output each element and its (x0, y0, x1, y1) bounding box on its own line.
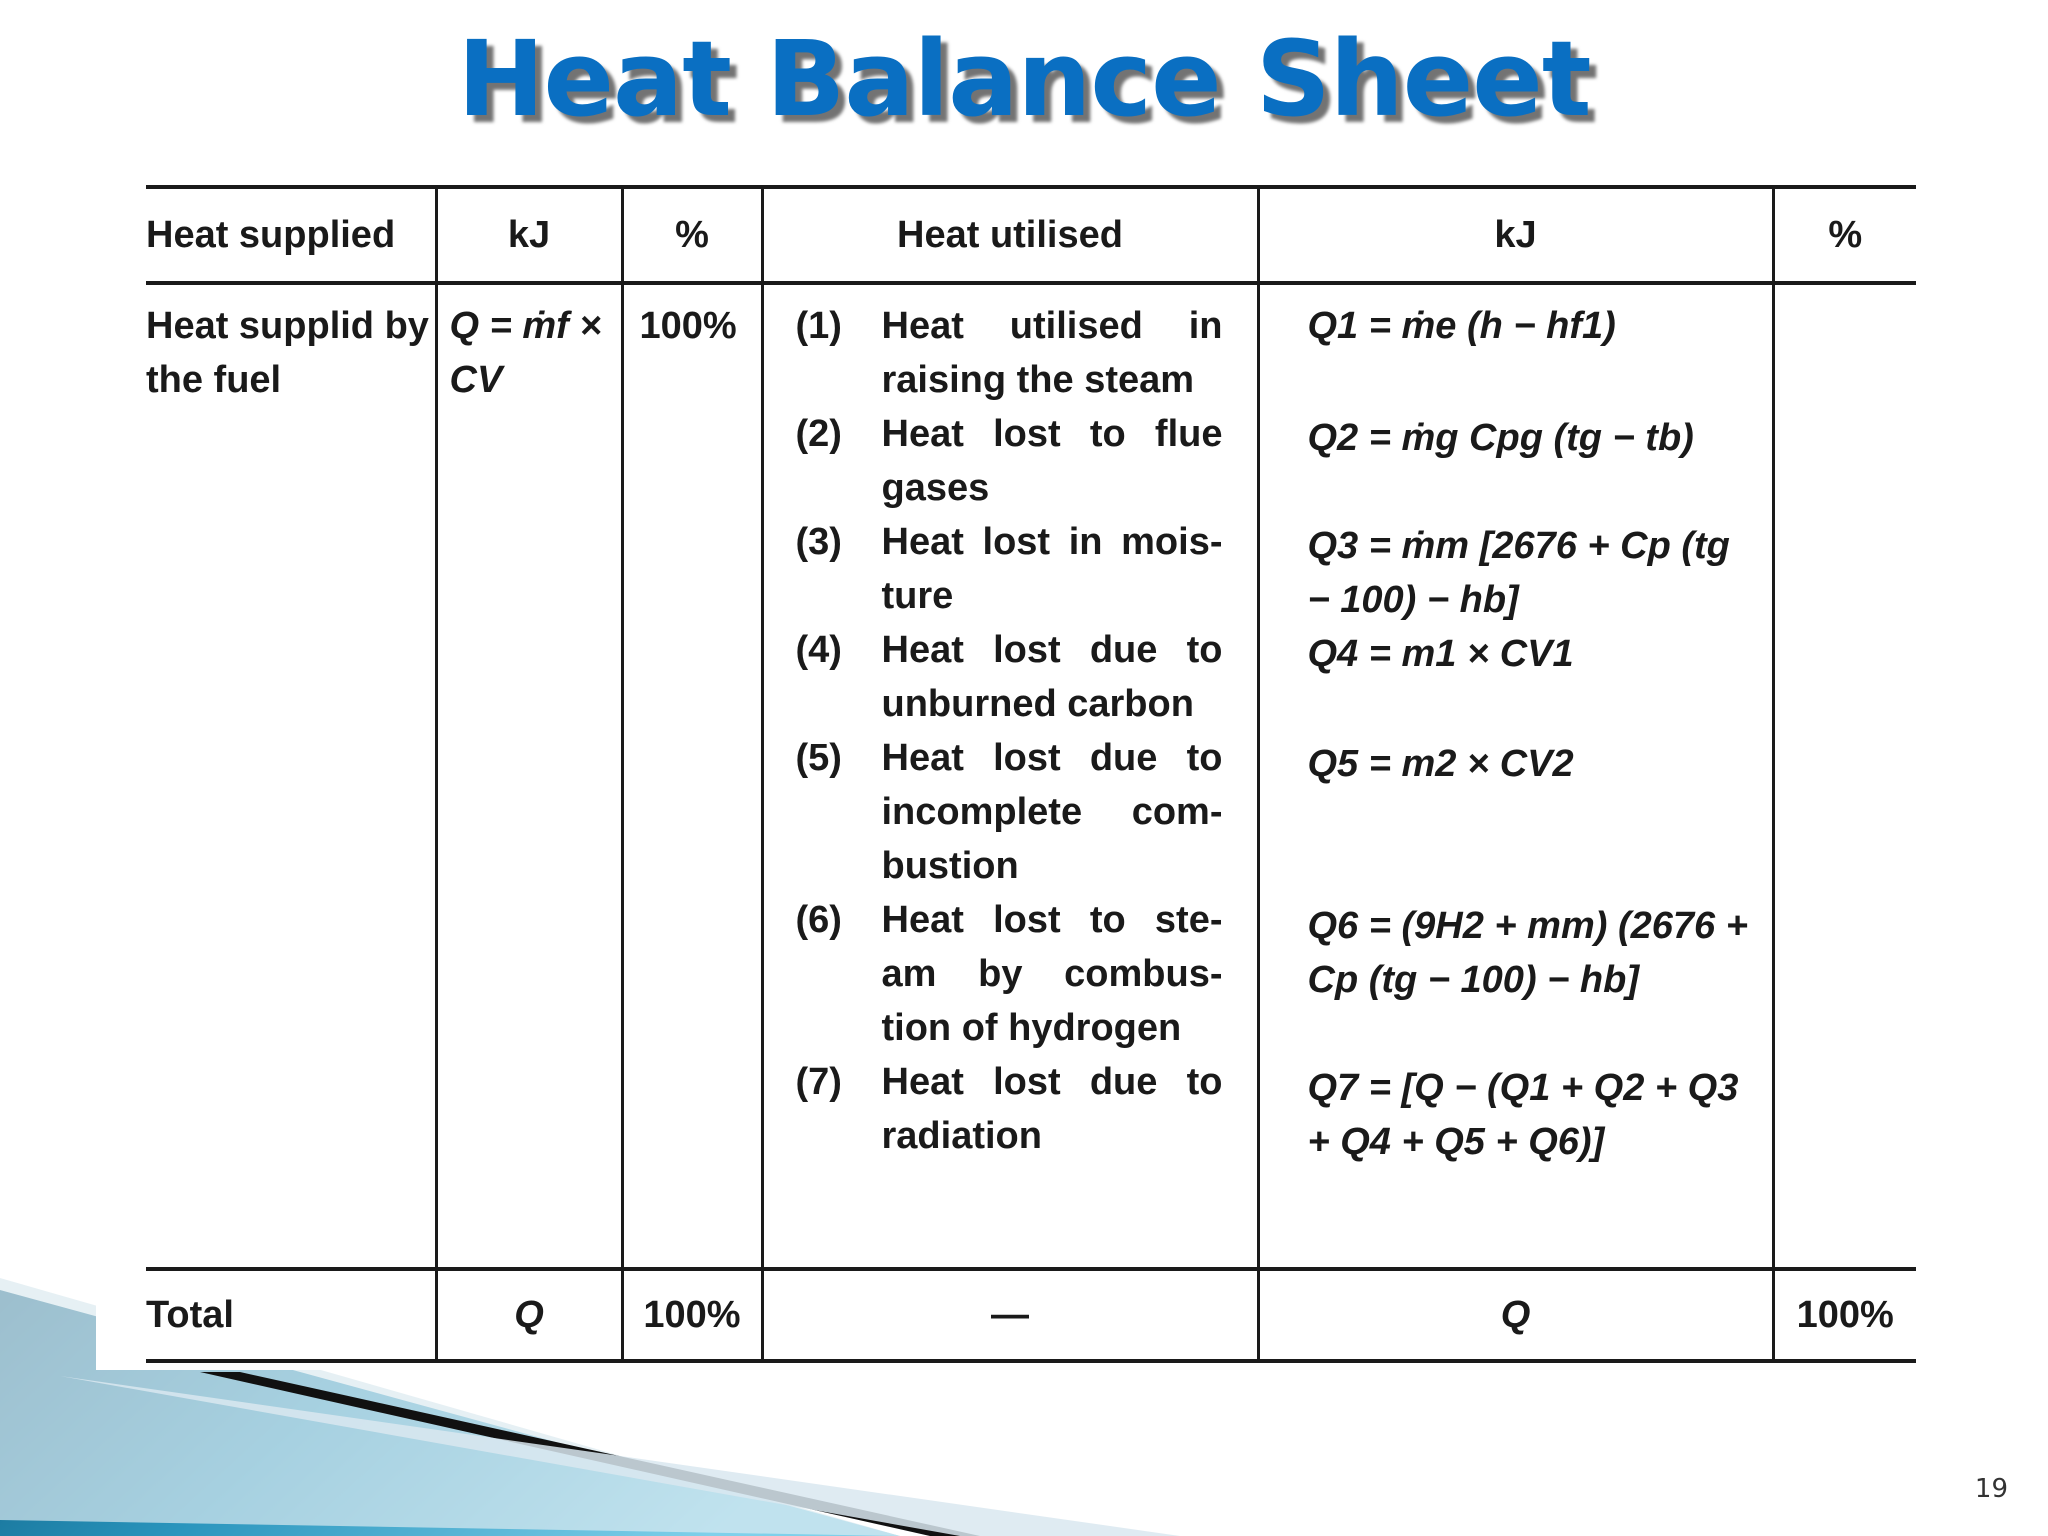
supplied-kj-formula: Q = ṁf × CV (436, 283, 622, 1269)
total-supplied-kj: Q (436, 1269, 622, 1361)
list-item (796, 407, 1257, 515)
formula-q7: Q7 = [Q − (Q1 + Q2 + Q3 + Q4 + Q5 + Q6)] (1307, 1067, 1739, 1163)
item-text: Heat lost to flue gases (881, 413, 1223, 509)
header-supplied-percent: % (622, 187, 762, 283)
total-row (146, 1269, 1916, 1361)
list-item (796, 623, 1257, 731)
list-item (796, 731, 1257, 893)
utilised-items-cell (762, 283, 1258, 1269)
item-text: Heat lost due to unburned carbon (881, 629, 1223, 725)
item-number: (5) (795, 737, 842, 779)
item-number: (6) (795, 899, 842, 941)
item-text: Heat lost due to radiation (881, 1061, 1223, 1157)
total-label: Total (146, 1269, 436, 1361)
table-sheet (96, 150, 1980, 1370)
formula-q4: Q4 = m1 × CV1 (1307, 633, 1574, 675)
heat-balance-table (146, 185, 1916, 1363)
header-heat-utilised: Heat utilised (762, 187, 1258, 283)
total-utilised-percent: 100% (1773, 1269, 1916, 1361)
list-item (796, 515, 1257, 623)
item-text: Heat lost to ste- am by combus- tion of hydrogen (881, 899, 1223, 1049)
formula-q6: Q6 = (9H2 + mm) (2676 + Cp (tg − 100) − hb] (1307, 905, 1748, 1001)
item-number: (3) (795, 521, 842, 563)
formula-q5: Q5 = m2 × CV2 (1307, 743, 1574, 785)
item-number: (4) (795, 629, 842, 671)
utilised-formulas-list (1260, 299, 1772, 1169)
header-heat-supplied: Heat supplied (146, 187, 436, 283)
header-utilised-percent: % (1773, 187, 1916, 283)
item-number: (2) (795, 413, 842, 455)
utilised-items-list (764, 299, 1257, 1163)
utilised-percent-empty (1773, 283, 1916, 1269)
item-number: (7) (795, 1061, 842, 1103)
slide-page-number: 19 (1974, 1474, 2008, 1504)
slide-title: Heat Balance Sheet (457, 18, 1591, 140)
utilised-kj-cell (1258, 283, 1773, 1269)
header-supplied-kj: kJ (436, 187, 622, 283)
item-text: Heat lost in mois- ture (881, 521, 1223, 617)
formula-q3: Q3 = ṁm [2676 + Cp (tg − 100) − hb] (1307, 525, 1730, 621)
item-text: Heat utilised in raising the steam (881, 305, 1223, 401)
total-utilised-kj: Q (1258, 1269, 1773, 1361)
total-utilised: — (762, 1269, 1258, 1361)
item-number: (1) (795, 305, 842, 347)
header-row (146, 187, 1916, 283)
formula-q2: Q2 = ṁg Cpg (tg − tb) (1307, 417, 1694, 459)
list-item (796, 299, 1257, 407)
supplied-label: Heat supplid by the fuel (146, 283, 436, 1269)
header-utilised-kj: kJ (1258, 187, 1773, 283)
list-item (796, 893, 1257, 1055)
list-item (796, 1055, 1257, 1163)
supplied-percent: 100% (622, 283, 762, 1269)
item-text: Heat lost due to incomplete com- bustion (881, 737, 1223, 887)
table-row (146, 283, 1916, 1269)
total-supplied-percent: 100% (622, 1269, 762, 1361)
formula-q1: Q1 = ṁe (h − hf1) (1307, 305, 1616, 347)
